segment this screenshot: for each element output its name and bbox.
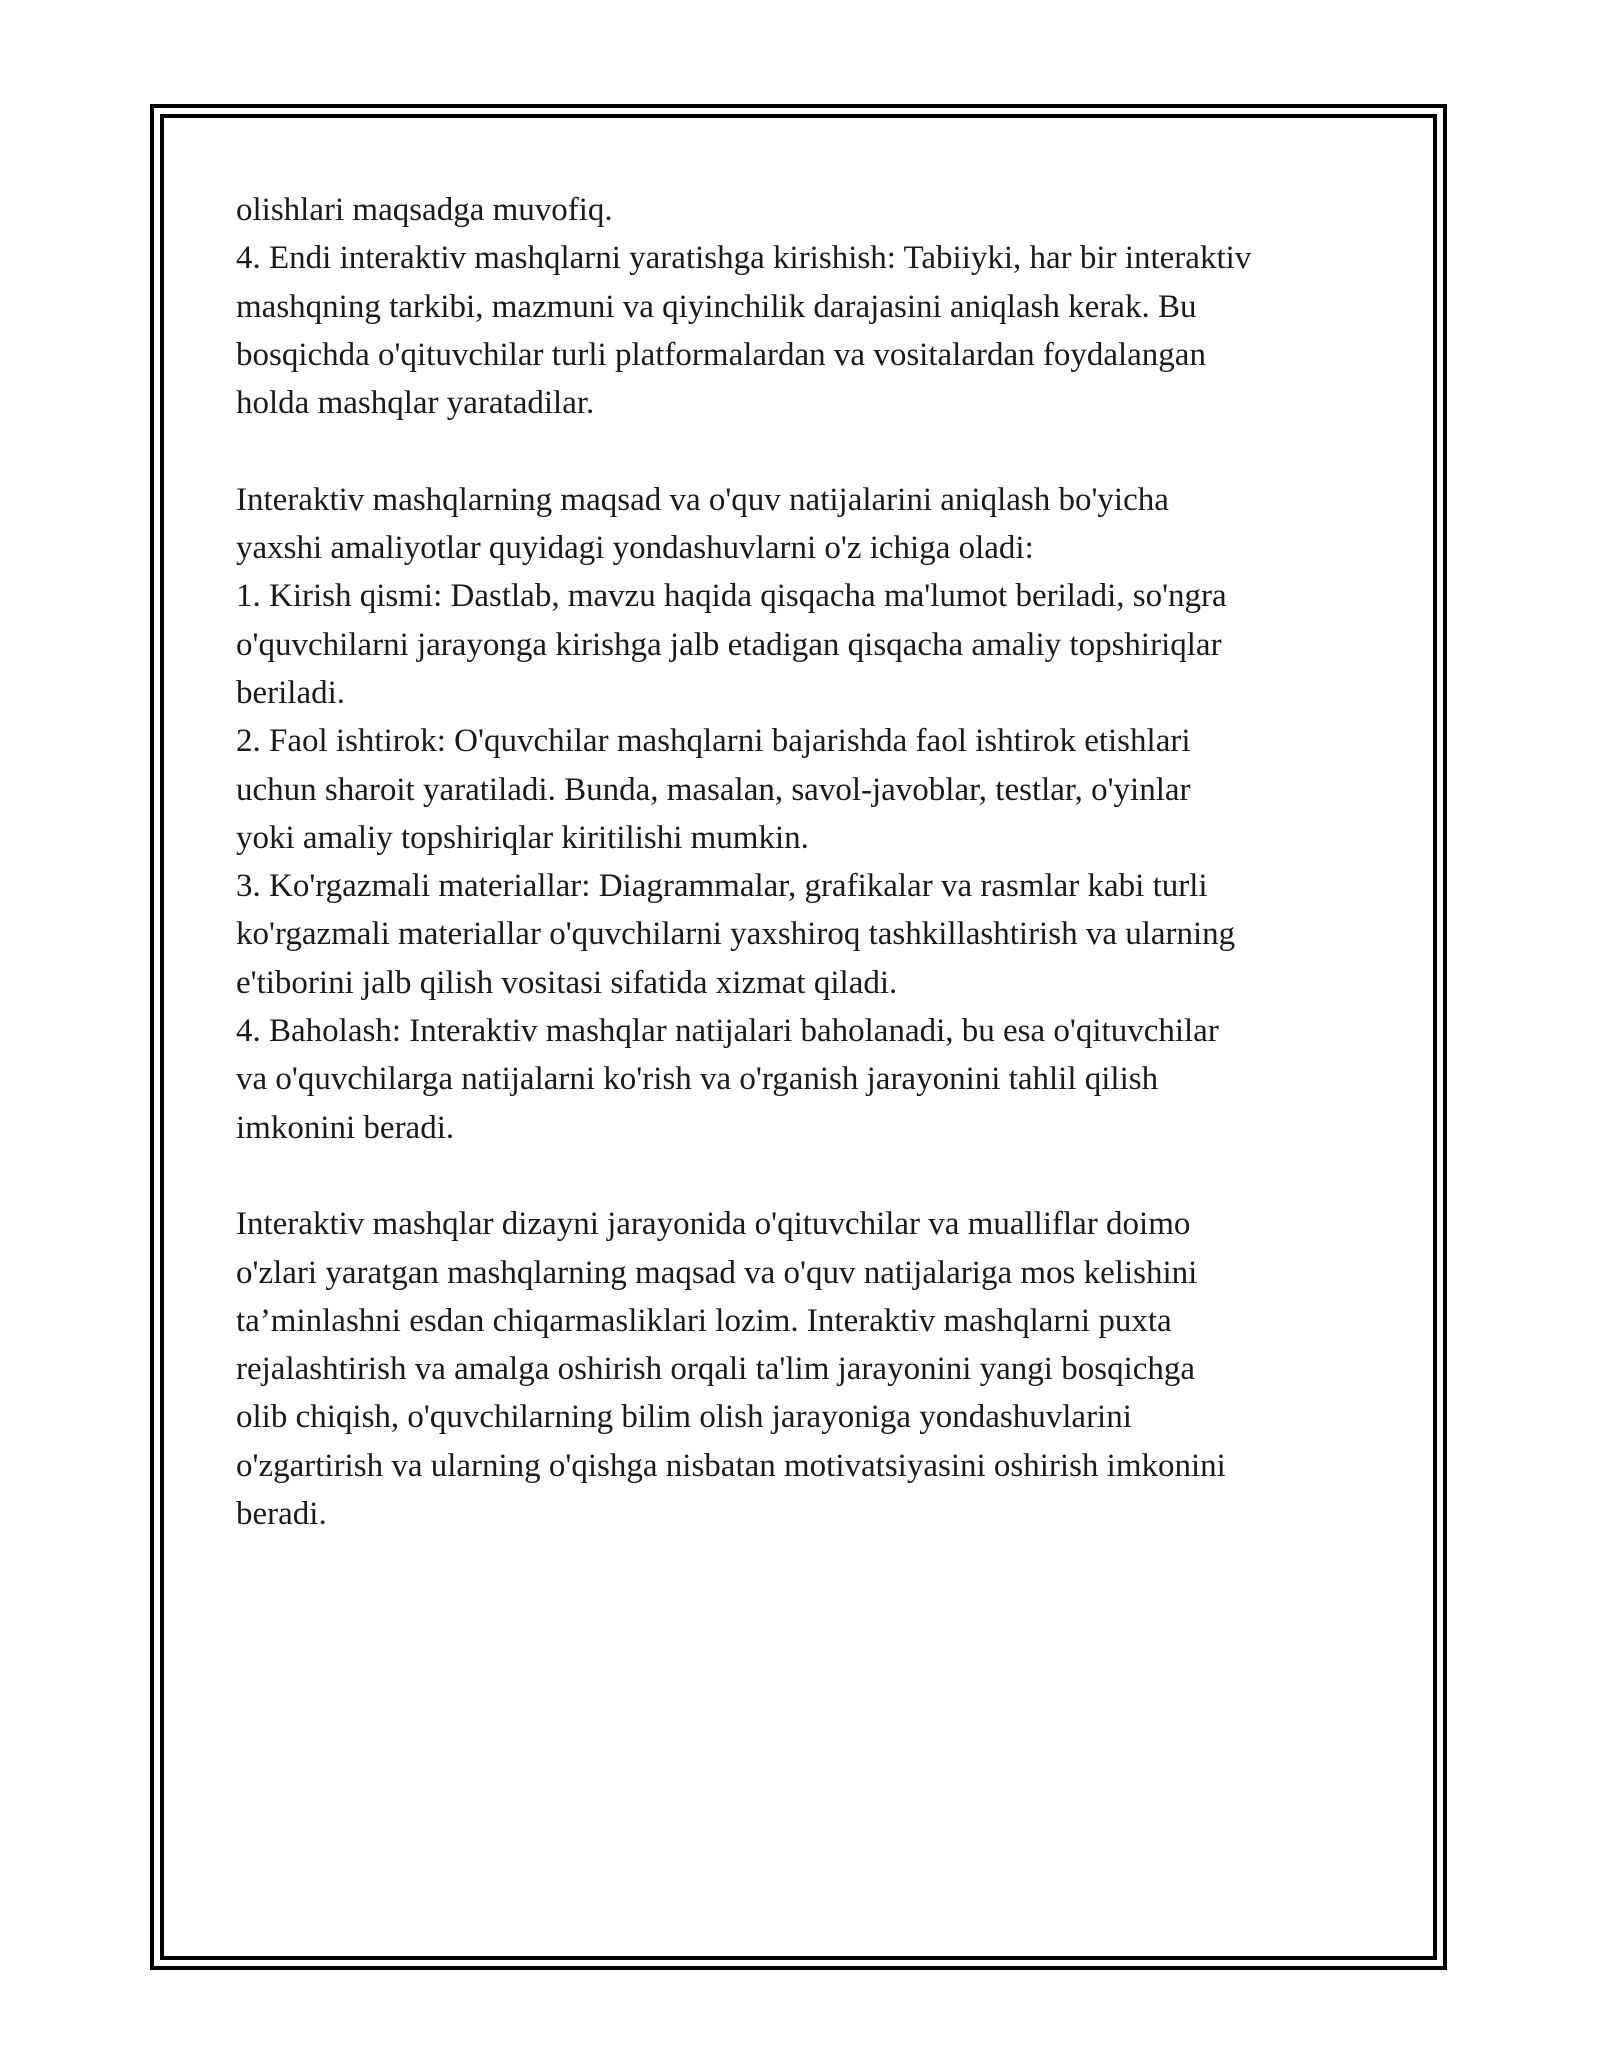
text-line: va o'quvchilarga natijalarni ko'rish va o'rganish jarayonini tahlil qilish bbox=[236, 1061, 1159, 1098]
text-line: yoki amaliy topshiriqlar kiritilishi mumkin. bbox=[236, 819, 809, 856]
text-line: uchun sharoit yaratiladi. Bunda, masalan, savol-javoblar, testlar, o'yinlar bbox=[236, 771, 1191, 808]
text-line: olib chiqish, o'quvchilarning bilim olish jarayoniga yondashuvlarini bbox=[236, 1399, 1132, 1436]
text-line: beriladi. bbox=[236, 674, 346, 711]
text-line: e'tiborini jalb qilish vositasi sifatida xizmat qiladi. bbox=[236, 964, 898, 1001]
text-line: holda mashqlar yaratadilar. bbox=[236, 385, 595, 422]
paragraph-2 bbox=[236, 476, 1386, 1152]
text-line: ko'rgazmali materiallar o'quvchilarni yaxshiroq tashkillashtirish va ularning bbox=[236, 916, 1236, 953]
text-line: o'quvchilarni jarayonga kirishga jalb etadigan qisqacha amaliy topshiriqlar bbox=[236, 626, 1222, 663]
text-line: 4. Endi interaktiv mashqlarni yaratishga kirishish: Tabiiyki, har bir interaktiv bbox=[236, 240, 1252, 277]
text-line: imkonini beradi. bbox=[236, 1109, 455, 1146]
text-line: 1. Kirish qismi: Dastlab, mavzu haqida qisqacha ma'lumot beriladi, so'ngra bbox=[236, 578, 1227, 615]
text-line: beradi. bbox=[236, 1496, 327, 1533]
paragraph-gap bbox=[236, 1152, 1386, 1200]
text-line: Interaktiv mashqlar dizayni jarayonida o'qituvchilar va mualliflar doimo bbox=[236, 1206, 1191, 1243]
text-line: Interaktiv mashqlarning maqsad va o'quv natijalarini aniqlash bo'yicha bbox=[236, 481, 1169, 518]
text-line: bosqichda o'qituvchilar turli platformalardan va vositalardan foydalangan bbox=[236, 336, 1206, 373]
paragraph-1 bbox=[236, 186, 1386, 427]
text-line: yaxshi amaliyotlar quyidagi yondashuvlarni o'z ichiga oladi: bbox=[236, 530, 1034, 567]
text-line: rejalashtirish va amalga oshirish orqali ta'lim jarayonini yangi bosqichga bbox=[236, 1351, 1196, 1388]
document-body bbox=[236, 186, 1386, 1538]
text-line: o'zlari yaratgan mashqlarning maqsad va o'quv natijalariga mos kelishini bbox=[236, 1254, 1198, 1291]
text-line: 2. Faol ishtirok: O'quvchilar mashqlarni bajarishda faol ishtirok etishlari bbox=[236, 723, 1191, 760]
text-line: mashqning tarkibi, mazmuni va qiyinchilik darajasini aniqlash kerak. Bu bbox=[236, 288, 1197, 325]
text-line: 3. Ko'rgazmali materiallar: Diagrammalar, grafikalar va rasmlar kabi turli bbox=[236, 868, 1208, 905]
text-line: o'zgartirish va ularning o'qishga nisbatan motivatsiyasini oshirish imkonini bbox=[236, 1447, 1226, 1484]
text-line: ta’minlashni esdan chiqarmasliklari lozim. Interaktiv mashqlarni puxta bbox=[236, 1302, 1172, 1339]
text-line: olishlari maqsadga muvofiq. bbox=[236, 192, 613, 228]
text-line: 4. Baholash: Interaktiv mashqlar natijalari baholanadi, bu esa o'qituvchilar bbox=[236, 1013, 1219, 1050]
paragraph-3 bbox=[236, 1200, 1386, 1538]
paragraph-gap bbox=[236, 427, 1386, 475]
